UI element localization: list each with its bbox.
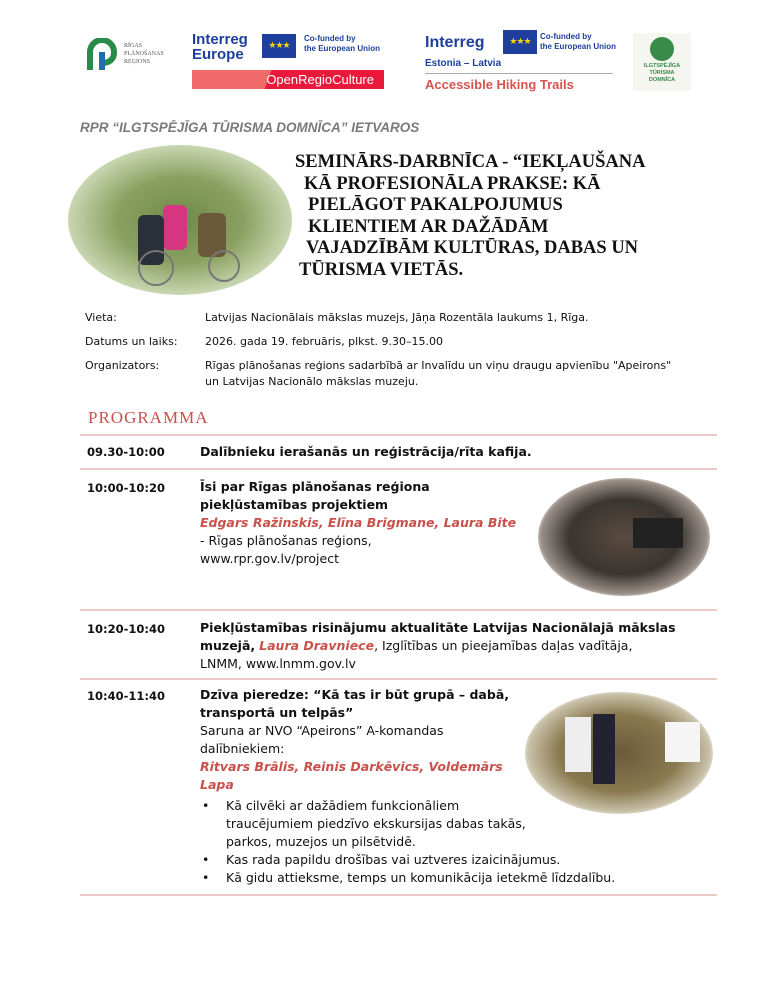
bullet-item: • Kā cilvēki ar dažādiem funkcionāliem traucējumiem piedzīvo ekskursijas dabas takās, parkos, muzejos un pilsētvidē.: [200, 797, 700, 851]
title-line: TŪRISMA VIETĀS.: [299, 259, 464, 280]
eu-flag-icon: ★★★: [503, 30, 537, 54]
session-title: Dzīva pieredze: “Kā tas ir būt grupā – dabā,: [200, 687, 510, 702]
info-value: 2026. gada 19. februāris, plkst. 9.30–15.00: [205, 335, 444, 348]
info-value: Latvijas Nacionālais mākslas muzejs, Jāņa Rozentāla laukums 1, Rīga.: [205, 311, 589, 324]
divider: [80, 434, 717, 436]
logo-text: DOMNĪCA: [648, 77, 676, 83]
logo-text: the European Union: [540, 42, 616, 51]
speaker: Laura Dravniece: [259, 638, 375, 653]
rpr-logo-text: REĢIONS: [124, 59, 151, 65]
divider: [80, 678, 717, 680]
session-title: Piekļūstamības risinājumu aktualitāte Latvijas Nacionālajā mākslas muzejā,: [200, 620, 676, 653]
rpr-logo: [86, 38, 186, 74]
logo-text: Accessible Hiking Trails: [425, 77, 574, 92]
bullet-item: • Kā gidu attieksme, temps un komunikācija ietekmē līdzdalību.: [200, 869, 700, 887]
rpr-logo-mark: [86, 38, 120, 72]
time: 10:40-11:40: [87, 689, 165, 703]
logo-text: ILGTSPĒJĪGA: [643, 63, 681, 69]
info-label: Datums un laiks:: [85, 335, 178, 348]
time: 10:20-10:40: [87, 622, 165, 636]
link[interactable]: www.rpr.gov.lv/project: [200, 551, 339, 566]
interreg-europe-logo: [192, 32, 388, 90]
logo-text: Interreg: [425, 34, 485, 51]
title-line: SEMINĀRS-DARBNĪCA - “IEKĻAUŠANA: [295, 152, 646, 172]
info-label: Vieta:: [85, 311, 117, 324]
logo-text: Estonia – Latvia: [425, 58, 502, 69]
hiking-photo: [68, 145, 292, 295]
logo-text: Co-funded by: [304, 34, 356, 43]
eu-flag-icon: ★★★: [262, 34, 296, 58]
time: 10:00-10:20: [87, 481, 165, 495]
speakers: Lapa: [200, 777, 234, 792]
speakers: Edgars Ražinskis, Elīna Brigmane, Laura Bite: [200, 515, 517, 530]
speaker-photo: [538, 478, 710, 596]
divider: [80, 894, 717, 896]
event-title: [295, 152, 646, 281]
session-title: piekļūstamības projektiem: [200, 497, 389, 512]
title-line: VAJADZĪBĀM KULTŪRAS, DABAS UN: [306, 238, 639, 258]
time: 09.30-10:00: [87, 445, 165, 459]
logo-text: Europe: [192, 46, 244, 63]
info-label: Organizators:: [85, 359, 160, 372]
link[interactable]: LNMM, www.lnmm.gov.lv: [200, 656, 356, 671]
session-title: Dalībnieku ierašanās un reģistrācija/rīta kafija.: [200, 444, 532, 459]
logo-text: the European Union: [304, 44, 380, 53]
session-title: transportā un telpās”: [200, 705, 354, 720]
subtitle: RPR “ILGTSPĒJĪGA TŪRISMA DOMNĪCA” IETVAROS: [80, 120, 420, 135]
title-line: KLIENTIEM AR DAŽĀDĀM: [308, 216, 549, 237]
info-value: Rīgas plānošanas reģions sadarbībā ar Invalīdu un viņu draugu apvienību "Apeirons" un Latvijas Nacionālo mākslas muzeju.: [205, 359, 672, 388]
rpr-logo-text: RĪGAS: [124, 43, 143, 49]
discussion-photo: [525, 692, 713, 814]
rpr-logo-text: PLĀNOŠANAS: [124, 51, 164, 57]
description: dalībniekiem:: [200, 741, 285, 756]
domnica-logo: [633, 33, 691, 91]
divider: [80, 468, 717, 470]
logo-text: Interreg: [192, 31, 248, 48]
divider: [80, 609, 717, 611]
logo-text: OpenRegioCulture: [266, 72, 374, 87]
programme-heading: PROGRAMMA: [88, 408, 209, 427]
bullet-item: • Kas rada papildu drošības vai uztveres izaicinājumus.: [200, 851, 700, 869]
logo-text: TŪRISMA: [649, 70, 675, 76]
interreg-estonia-latvia-logo: [425, 30, 620, 95]
title-line: KĀ PROFESIONĀLA PRAKSE: KĀ: [304, 173, 601, 194]
speakers: Ritvars Brālis, Reinis Darkēvics, Voldemārs: [200, 759, 503, 774]
description: Saruna ar NVO “Apeirons” A-komandas: [200, 723, 444, 738]
organisation: - Rīgas plānošanas reģions,: [200, 533, 372, 548]
domnica-logo-mark: [650, 37, 674, 61]
title-line: PIELĀGOT PAKALPOJUMUS: [308, 195, 563, 215]
session-title: Īsi par Rīgas plānošanas reģiona: [200, 479, 430, 494]
logo-text: Co-funded by: [540, 32, 592, 41]
speaker-role: , Izglītības un pieejamības daļas vadītāja,: [374, 638, 633, 653]
